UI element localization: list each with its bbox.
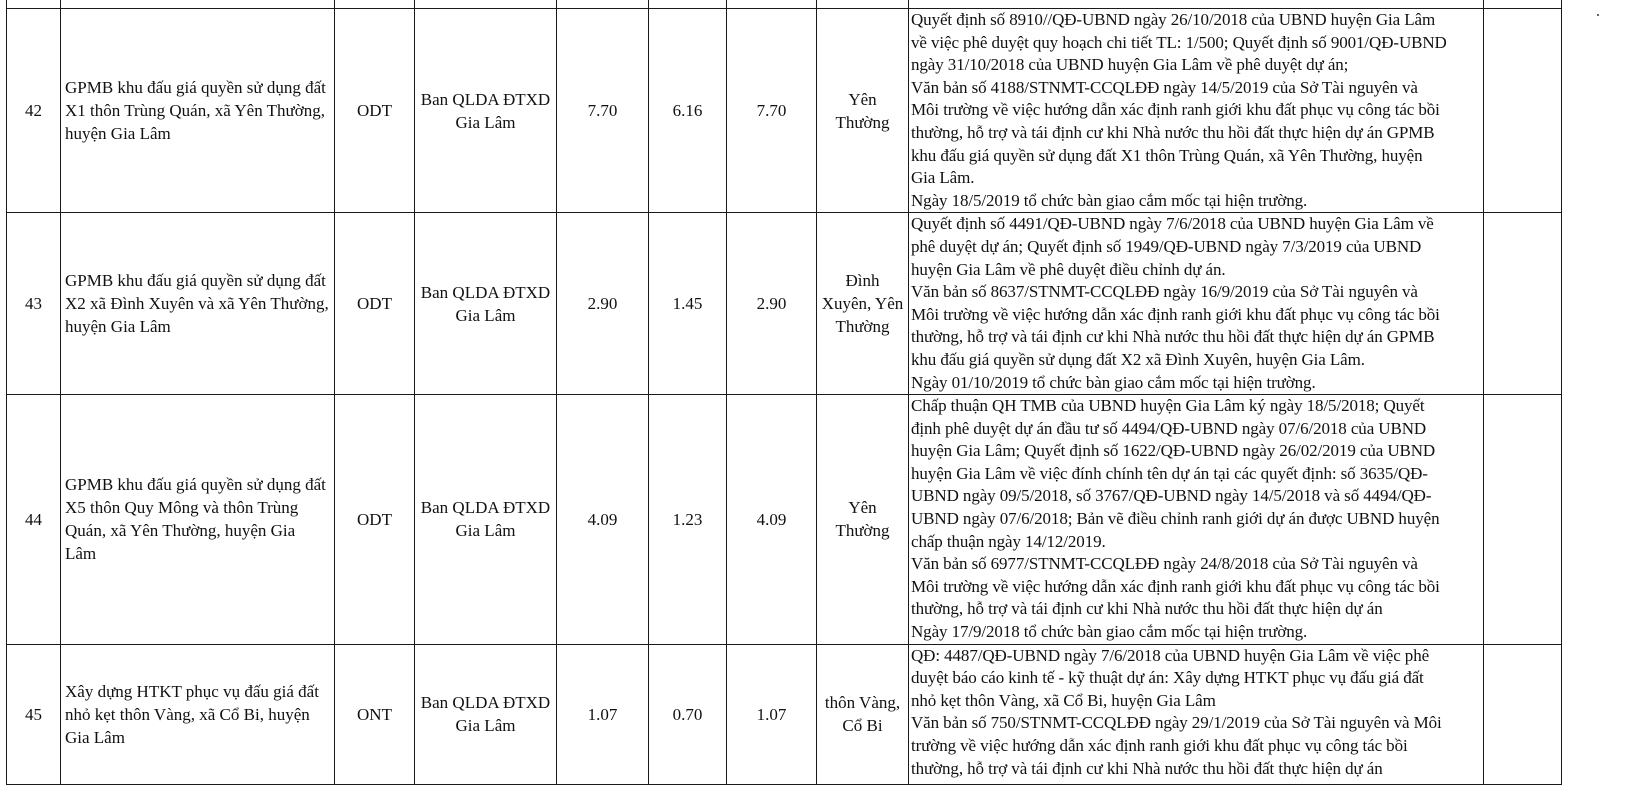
note-line: chấp thuận ngày 14/12/2019. [911,531,1106,551]
note-line: Môi trường về việc hướng dẫn xác định ranh giới khu đất phục vụ công tác bồi [911,100,1440,120]
total-area: 7.70 [557,9,649,213]
note-line: nhỏ kẹt thôn Vàng, xã Cổ Bi, huyện Gia Lâm [911,690,1216,710]
investor: Ban QLDA ĐTXD Gia Lâm [415,9,557,213]
previous-row-tail [7,0,1562,9]
note-line: Quyết định số 8910//QĐ-UBND ngày 26/10/2018 của UBND huyện Gia Lâm [911,10,1436,29]
note-line: QĐ: 4487/QĐ-UBND ngày 7/6/2018 của UBND huyện Gia Lâm về việc phê [911,645,1430,665]
note-line: ngày 31/10/2018 của UBND huyện Gia Lâm về phê duyệt dự án; [911,55,1349,75]
total-area: 4.09 [557,395,649,645]
note-line: trường về việc hướng dẫn xác định ranh giới khu đất phục vụ công tác bồi [911,736,1408,755]
note-line: Môi trường về việc hướng dẫn xác định ranh giới khu đất phục vụ công tác bồi [911,576,1440,596]
note-line: huyện Gia Lâm về việc đính chính tên dự án tại các quyết định: số 3635/QĐ- [911,463,1428,483]
table-row [7,9,1562,213]
rice-area: 0.70 [649,644,727,784]
rice-area: 1.45 [649,213,727,395]
note-line: Văn bản số 6977/STNMT-CCQLĐĐ ngày 24/8/2018 của Sở Tài nguyên và [911,554,1418,574]
rice-area: 1.23 [649,395,727,645]
allocated-area: 1.07 [727,644,817,784]
note-line: về việc phê duyệt quy hoạch chi tiết TL: 1/500; Quyết định số 9001/QĐ-UBND [911,32,1447,52]
project-table [6,0,1562,785]
note-line: huyện Gia Lâm về phê duyệt điều chỉnh dự án. [911,259,1226,279]
note-line: Ngày 18/5/2019 tổ chức bàn giao cắm mốc tại hiện trường. [911,190,1308,210]
note-line: thường, hỗ trợ và tái định cư khi Nhà nước thu hồi đất thực hiện dự án [911,758,1383,778]
row-number: 43 [7,213,61,395]
note-line: Gia Lâm. [911,168,975,188]
project-name: GPMB khu đấu giá quyền sử dụng đất X5 thôn Quy Mông và thôn Trùng Quán, xã Yên Thường, huyện Gia Lâm [61,395,335,645]
project-name: GPMB khu đấu giá quyền sử dụng đất X2 xã Đình Xuyên và xã Yên Thường, huyện Gia Lâm [61,213,335,395]
legal-basis-notes [909,395,1484,645]
table-row [7,644,1562,784]
row-number: 42 [7,9,61,213]
note-line: Văn bản số 750/STNMT-CCQLĐĐ ngày 29/1/2019 của Sở Tài nguyên và Môi [911,713,1442,733]
note-line: thường, hỗ trợ và tái định cư khi Nhà nước thu hồi đất thực hiện dự án GPMB [911,327,1435,347]
note-line: Văn bản số 4188/STNMT-CCQLĐĐ ngày 14/5/2019 của Sở Tài nguyên và [911,77,1418,97]
rice-area: 6.16 [649,9,727,213]
note-line: Chấp thuận QH TMB của UBND huyện Gia Lâm ký ngày 18/5/2018; Quyết [911,396,1425,416]
project-name: Xây dựng HTKT phục vụ đấu giá đất nhỏ kẹt thôn Vàng, xã Cổ Bi, huyện Gia Lâm [61,644,335,784]
legal-basis-notes [909,9,1484,213]
location: Yên Thường [817,9,909,213]
note-line: Quyết định số 4491/QĐ-UBND ngày 7/6/2018 của UBND huyện Gia Lâm về [911,214,1434,234]
investor: Ban QLDA ĐTXD Gia Lâm [415,213,557,395]
legal-basis-notes [909,213,1484,395]
note-line: thường, hỗ trợ và tái định cư khi Nhà nước thu hồi đất thực hiện dự án GPMB [911,122,1435,142]
note-line: khu đấu giá quyền sử dụng đất X2 xã Đình Xuyên, huyện Gia Lâm. [911,349,1365,369]
location: thôn Vàng, Cổ Bi [817,644,909,784]
note-line: duyệt báo cáo kinh tế - kỹ thuật dự án: Xây dựng HTKT phục vụ đấu giá đất [911,668,1424,688]
total-area: 1.07 [557,644,649,784]
table-row [7,213,1562,395]
investor: Ban QLDA ĐTXD Gia Lâm [415,395,557,645]
scan-speck [1597,14,1599,16]
note-line: Ngày 17/9/2018 tổ chức bàn giao cắm mốc tại hiện trường. [911,622,1308,642]
land-use-type: ODT [335,9,415,213]
remarks-cell [1484,213,1562,395]
land-use-type: ODT [335,395,415,645]
allocated-area: 7.70 [727,9,817,213]
allocated-area: 4.09 [727,395,817,645]
land-use-type: ODT [335,213,415,395]
note-line: Môi trường về việc hướng dẫn xác định ranh giới khu đất phục vụ công tác bồi [911,304,1440,324]
note-line: Ngày 01/10/2019 tổ chức bàn giao cắm mốc tại hiện trường. [911,372,1316,392]
note-line: khu đấu giá quyền sử dụng đất X1 thôn Trùng Quán, xã Yên Thường, huyện [911,145,1423,165]
note-line: định phê duyệt dự án đầu tư số 4494/QĐ-UBND ngày 07/6/2018 của UBND [911,418,1427,438]
legal-basis-notes [909,644,1484,784]
note-line: Văn bản số 8637/STNMT-CCQLĐĐ ngày 16/9/2019 của Sở Tài nguyên và [911,282,1418,302]
investor: Ban QLDA ĐTXD Gia Lâm [415,644,557,784]
note-line: huyện Gia Lâm; Quyết định số 1622/QĐ-UBND ngày 26/02/2019 của UBND [911,441,1436,461]
land-use-type: ONT [335,644,415,784]
total-area: 2.90 [557,213,649,395]
remarks-cell [1484,644,1562,784]
row-number: 45 [7,644,61,784]
note-line: UBND ngày 09/5/2018, số 3767/QĐ-UBND ngày 14/5/2018 và số 4494/QĐ- [911,486,1432,506]
location: Đình Xuyên, Yên Thường [817,213,909,395]
allocated-area: 2.90 [727,213,817,395]
row-number: 44 [7,395,61,645]
remarks-cell [1484,9,1562,213]
table-row [7,395,1562,645]
project-name: GPMB khu đấu giá quyền sử dụng đất X1 thôn Trùng Quán, xã Yên Thường, huyện Gia Lâm [61,9,335,213]
remarks-cell [1484,395,1562,645]
note-line: UBND ngày 07/6/2018; Bản vẽ điều chỉnh ranh giới dự án được UBND huyện [911,509,1440,529]
note-line: thường, hỗ trợ và tái định cư khi Nhà nước thu hồi đất thực hiện dự án [911,599,1383,619]
note-line: phê duyệt dự án; Quyết định số 1949/QĐ-UBND ngày 7/3/2019 của UBND [911,236,1422,256]
location: Yên Thường [817,395,909,645]
